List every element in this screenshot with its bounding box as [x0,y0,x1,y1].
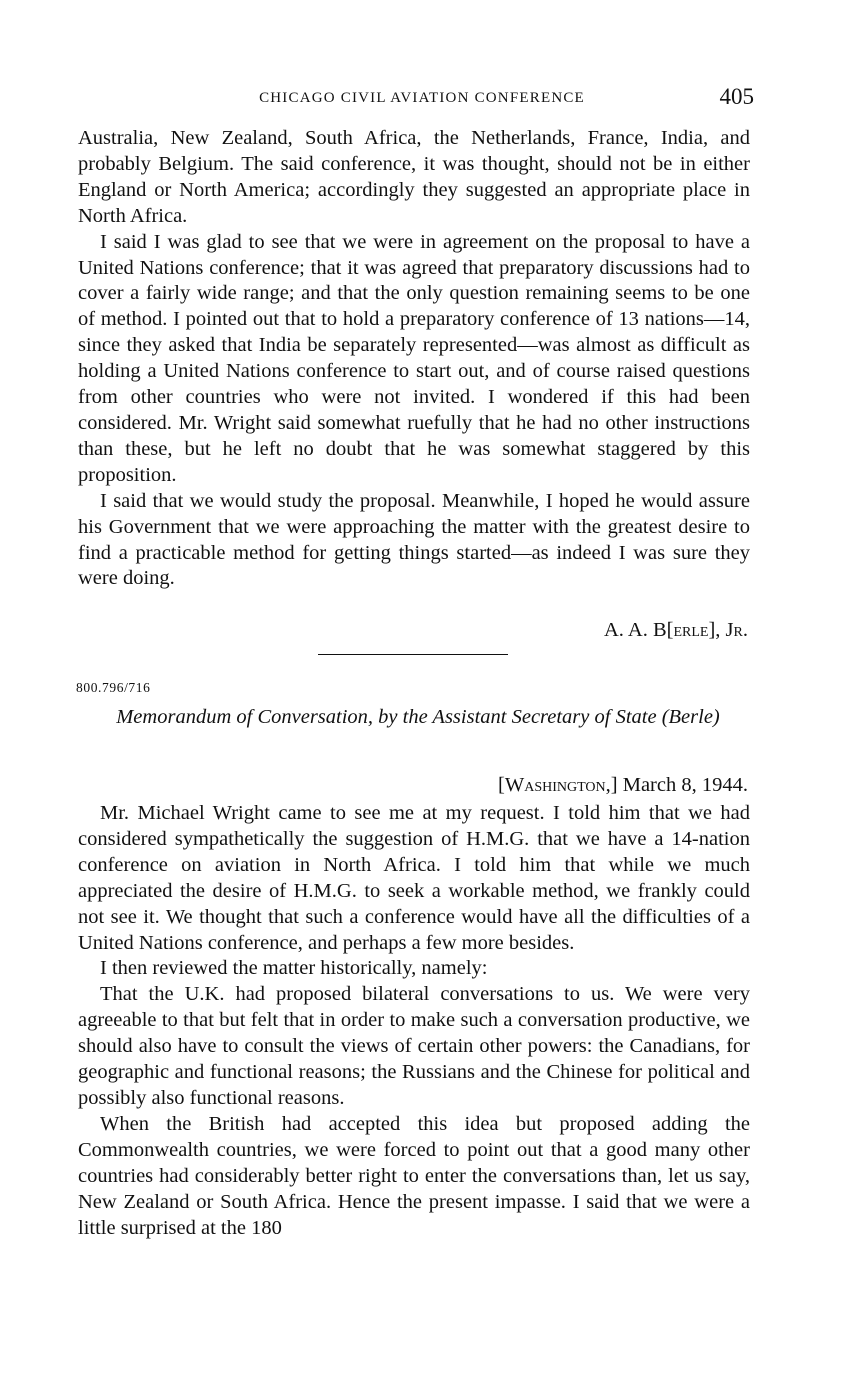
paragraph: I then reviewed the matter historically, namely: [100,957,488,980]
page-number: 405 [719,84,754,109]
paragraph: I said I was glad to see that we were in agreement on the proposal to have a United Nations conference; that it was agreed that preparatory discussions had to cover a fairly wide range; and that the only question remaining seems to be one of method. I pointed out that to hold a preparatory conference of 13 nations—14, since they asked that India be separately represented—was almost as difficult as holding a United Nations conference to start out, and of course raised questions from other countries who were not invited. I wondered if this had been considered. Mr. Wright said somewhat ruefully that he had no other instructions than these, but he left no doubt that he was somewhat staggered by this proposition. [78,230,750,486]
section-divider [318,654,508,655]
file-number: 800.796/716 [76,680,151,695]
paragraph: Mr. Michael Wright came to see me at my request. I told him that we had considered sympathetically the suggestion of H.M.G. that we have a 14-nation conference on aviation in North Africa. I told him that while we much appreciated the desire of H.M.G. to seek a workable method, we frankly could not see it. We thought that such a conference would have all the difficulties of a United Nations conference, and perhaps a few more besides. [78,802,750,954]
body-section-1 [78,126,750,592]
paragraph-continued: Australia, New Zealand, South Africa, the Netherlands, France, India, and probably Belgium. The said conference, it was thought, should not be in either England or North America; accordingly they suggested an appropriate place in North Africa. [78,127,750,227]
signature: A. A. B[erle], Jr. [603,619,748,641]
paragraph: That the U.K. had proposed bilateral conversations to us. We were very agreeable to that but felt that in order to make such a conversation productive, we should also have to consult the views of certain other powers: the Canadians, for geographic and functional reasons; the Russians and the Chinese for political and possibly also functional reasons. [78,983,750,1109]
running-title: CHICAGO CIVIL AVIATION CONFERENCE [259,90,585,106]
page-header [78,84,754,114]
paragraph: When the British had accepted this idea but proposed adding the Commonwealth countries, we were forced to point out that a good many other countries had considerably better right to enter the conversations than, let us say, New Zealand or South Africa. Hence the present impasse. I said that we were a little surprised at the 180 [78,1112,750,1239]
dateline: [Washington,] March 8, 1944. [498,774,748,796]
document-title: Memorandum of Conversation, by the Assistant Secretary of State (Berle) [116,706,720,728]
body-section-2 [78,801,750,1241]
paragraph: I said that we would study the proposal. Meanwhile, I hoped he would assure his Government that we were approaching the matter with the greatest desire to find a practicable method for getting things started—as indeed I was sure they were doing. [78,489,750,590]
